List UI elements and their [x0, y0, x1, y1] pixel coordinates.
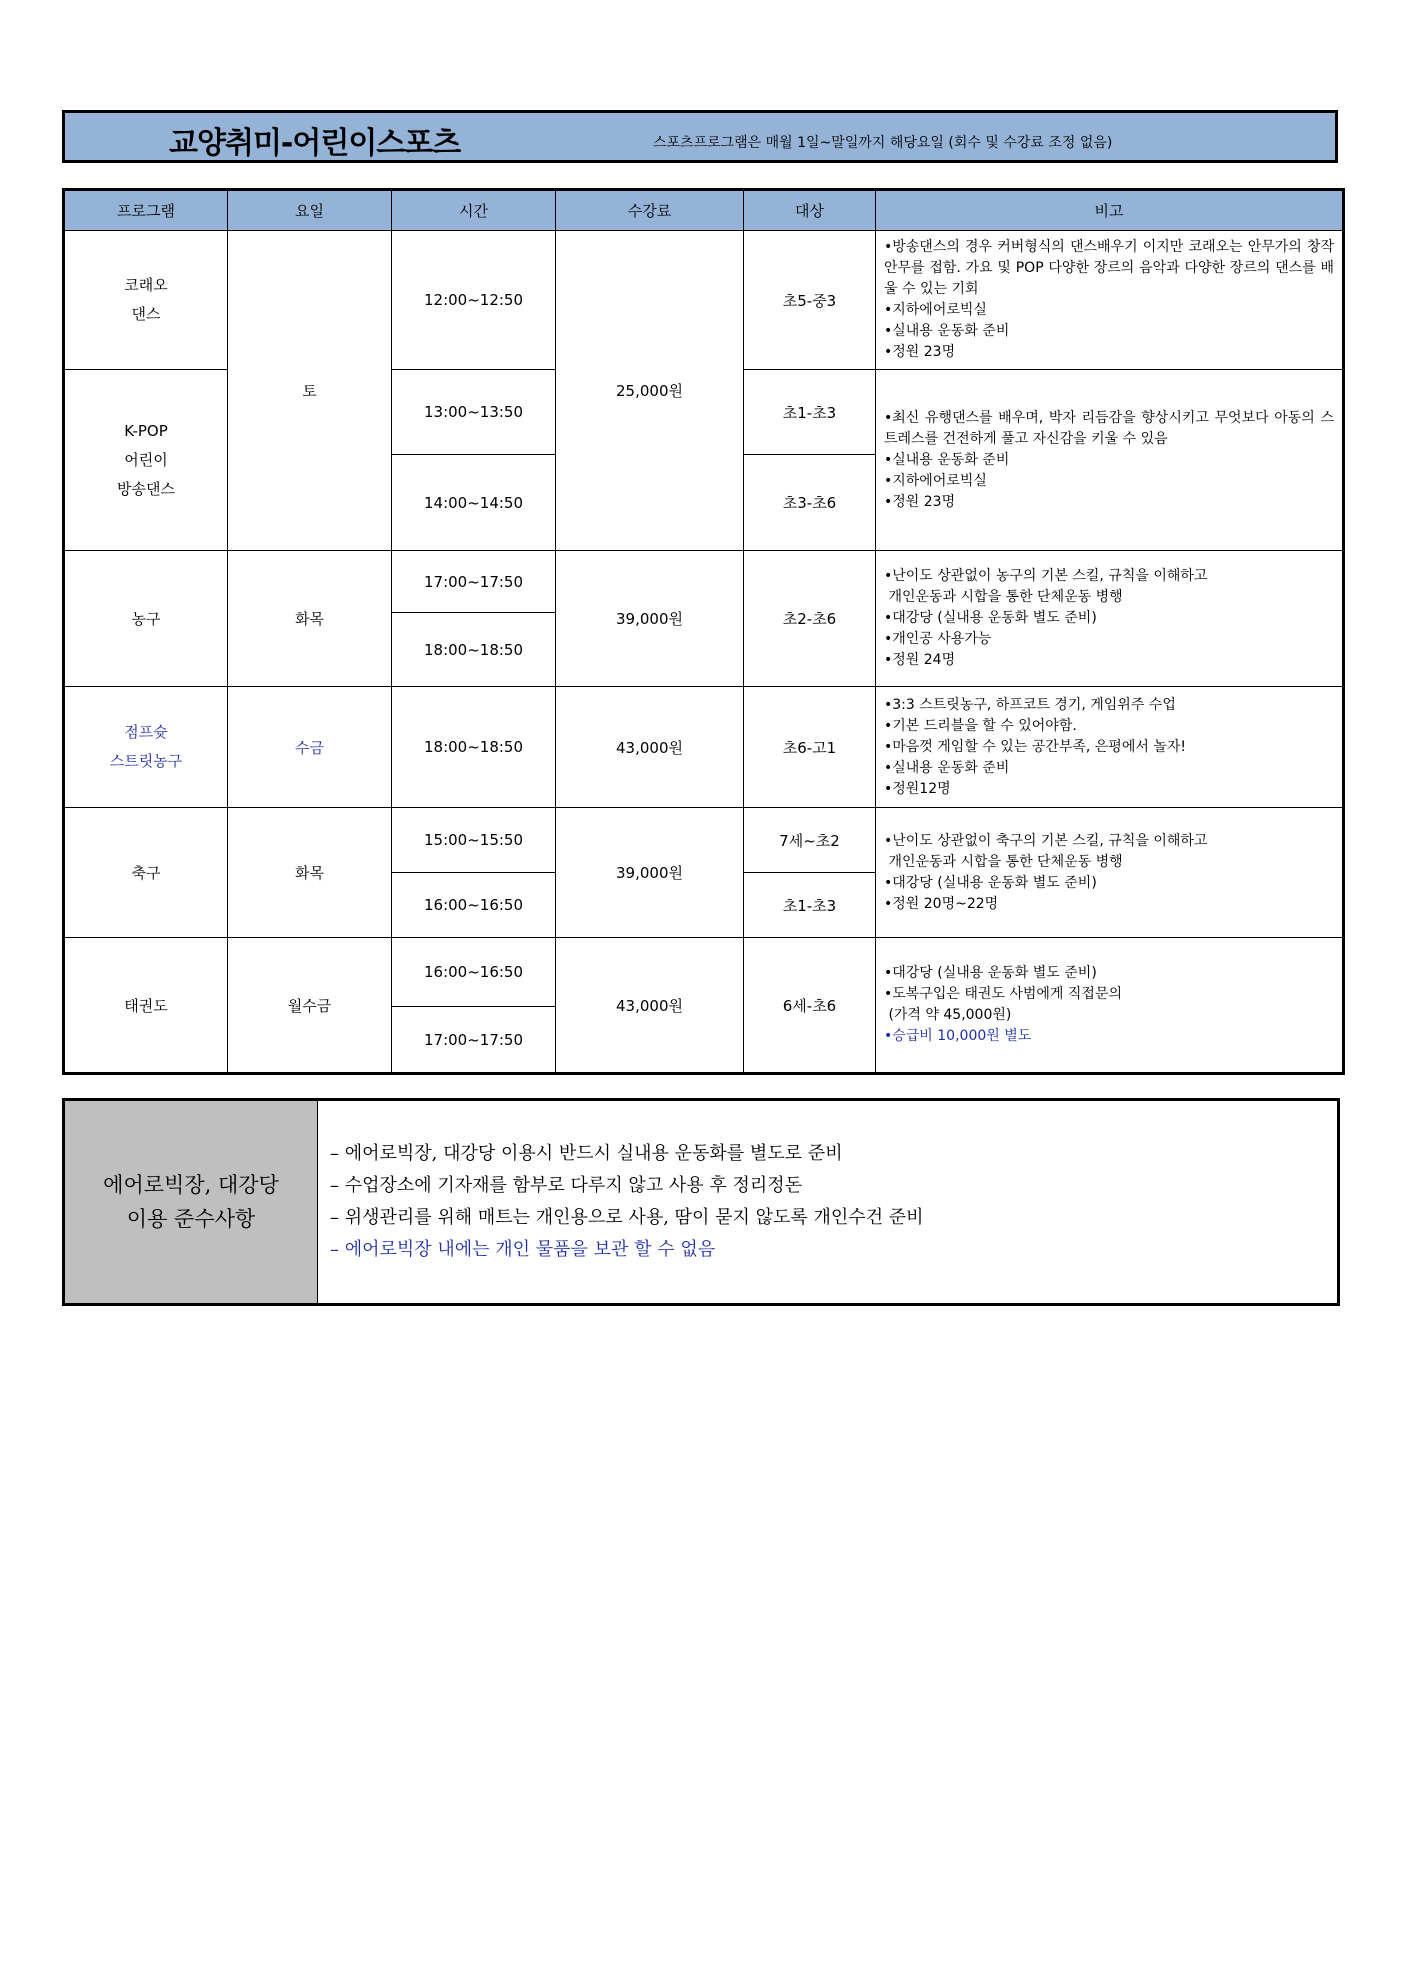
col-header-target: 대상 [744, 190, 876, 231]
day-cell: 화목 [228, 808, 392, 938]
day-cell: 월수금 [228, 938, 392, 1074]
col-header-fee: 수강료 [556, 190, 744, 231]
time-cell: 17:00~17:50 [392, 1007, 556, 1074]
col-header-time: 시간 [392, 190, 556, 231]
time-cell: 15:00~15:50 [392, 808, 556, 873]
col-header-day: 요일 [228, 190, 392, 231]
program-name: 태권도 [64, 938, 228, 1074]
program-name: 코래오 댄스 [64, 231, 228, 370]
col-header-program: 프로그램 [64, 190, 228, 231]
rules-title: 에어로빅장, 대강당 이용 준수사항 [64, 1100, 318, 1305]
table-row [64, 687, 1344, 808]
title-note: 스포츠프로그램은 매월 1일~말일까지 해당요일 (회수 및 수강료 조정 없음) [653, 135, 1113, 151]
rules-list [318, 1100, 1339, 1305]
program-name: 축구 [64, 808, 228, 938]
notes-cell: •최신 유행댄스를 배우며, 박자 리듬감을 향상시키고 무엇보다 아동의 스트레스를 건전하게 풀고 자신감을 키울 수 있음 •실내용 운동화 준비 •지하에어로빅실 •정원 23명 [876, 370, 1344, 551]
promotion-fee-note: •승급비 10,000원 별도 [884, 1028, 1032, 1044]
fee-cell: 39,000원 [556, 808, 744, 938]
target-cell: 초6-고1 [744, 687, 876, 808]
time-cell: 16:00~16:50 [392, 873, 556, 938]
target-cell: 초1-초3 [744, 370, 876, 455]
list-item: – 수업장소에 기자재를 함부로 다루지 않고 사용 후 정리정돈 [330, 1175, 803, 1196]
time-cell: 18:00~18:50 [392, 687, 556, 808]
time-cell: 17:00~17:50 [392, 551, 556, 613]
col-header-notes: 비고 [876, 190, 1344, 231]
table-row [64, 938, 1344, 1007]
target-cell: 초2-초6 [744, 551, 876, 687]
day-cell: 수금 [228, 687, 392, 808]
schedule-table [62, 188, 1345, 1075]
time-cell: 12:00~12:50 [392, 231, 556, 370]
fee-cell: 43,000원 [556, 687, 744, 808]
time-cell: 18:00~18:50 [392, 613, 556, 687]
list-item: – 에어로빅장, 대강당 이용시 반드시 실내용 운동화를 별도로 준비 [330, 1143, 843, 1164]
rules-highlight: – 에어로빅장 내에는 개인 물품을 보관 할 수 없음 [330, 1239, 716, 1260]
time-cell: 13:00~13:50 [392, 370, 556, 455]
table-row [64, 808, 1344, 873]
rules-box [62, 1098, 1340, 1306]
fee-cell: 39,000원 [556, 551, 744, 687]
notes-cell: •대강당 (실내용 운동화 별도 준비) •도복구입은 태권도 사범에게 직접문의 (가격 약 45,000원) •승급비 10,000원 별도 [876, 938, 1344, 1074]
notes-cell: •난이도 상관없이 축구의 기본 스킬, 규칙을 이해하고 개인운동과 시합을 통한 단체운동 병행 •대강당 (실내용 운동화 별도 준비) •정원 20명~22명 [876, 808, 1344, 938]
notes-cell: •3:3 스트릿농구, 하프코트 경기, 게임위주 수업 •기본 드리블을 할 수 있어야함. •마음껏 게임할 수 있는 공간부족, 은평에서 놀자! •실내용 운동화 준비 •정원12명 [876, 687, 1344, 808]
table-row [64, 231, 1344, 370]
notes-cell: •난이도 상관없이 농구의 기본 스킬, 규칙을 이해하고 개인운동과 시합을 통한 단체운동 병행 •대강당 (실내용 운동화 별도 준비) •개인공 사용가능 •정원 24명 [876, 551, 1344, 687]
program-name: K-POP 어린이 방송댄스 [64, 370, 228, 551]
time-cell: 16:00~16:50 [392, 938, 556, 1007]
program-name: 점프슛 스트릿농구 [64, 687, 228, 808]
table-header-row [64, 190, 1344, 231]
day-cell: 토 [228, 231, 392, 551]
table-row [64, 551, 1344, 613]
fee-cell: 43,000원 [556, 938, 744, 1074]
target-cell: 초5-중3 [744, 231, 876, 370]
program-name: 농구 [64, 551, 228, 687]
title-banner [62, 110, 1338, 163]
day-cell: 화목 [228, 551, 392, 687]
notes-cell: •방송댄스의 경우 커버형식의 댄스배우기 이지만 코래오는 안무가의 창작안무를 접함. 가요 및 POP 다양한 장르의 음악과 다양한 장르의 댄스를 배울 수 있는 기회 •지하에어로빅실 •실내용 운동화 준비 •정원 23명 [876, 231, 1344, 370]
fee-cell: 25,000원 [556, 231, 744, 551]
target-cell: 초1-초3 [744, 873, 876, 938]
target-cell: 6세-초6 [744, 938, 876, 1074]
target-cell: 초3-초6 [744, 455, 876, 551]
time-cell: 14:00~14:50 [392, 455, 556, 551]
target-cell: 7세~초2 [744, 808, 876, 873]
page-title: 교양취미-어린이스포츠 [169, 126, 461, 161]
list-item: – 위생관리를 위해 매트는 개인용으로 사용, 땀이 묻지 않도록 개인수건 준비 [330, 1207, 924, 1228]
